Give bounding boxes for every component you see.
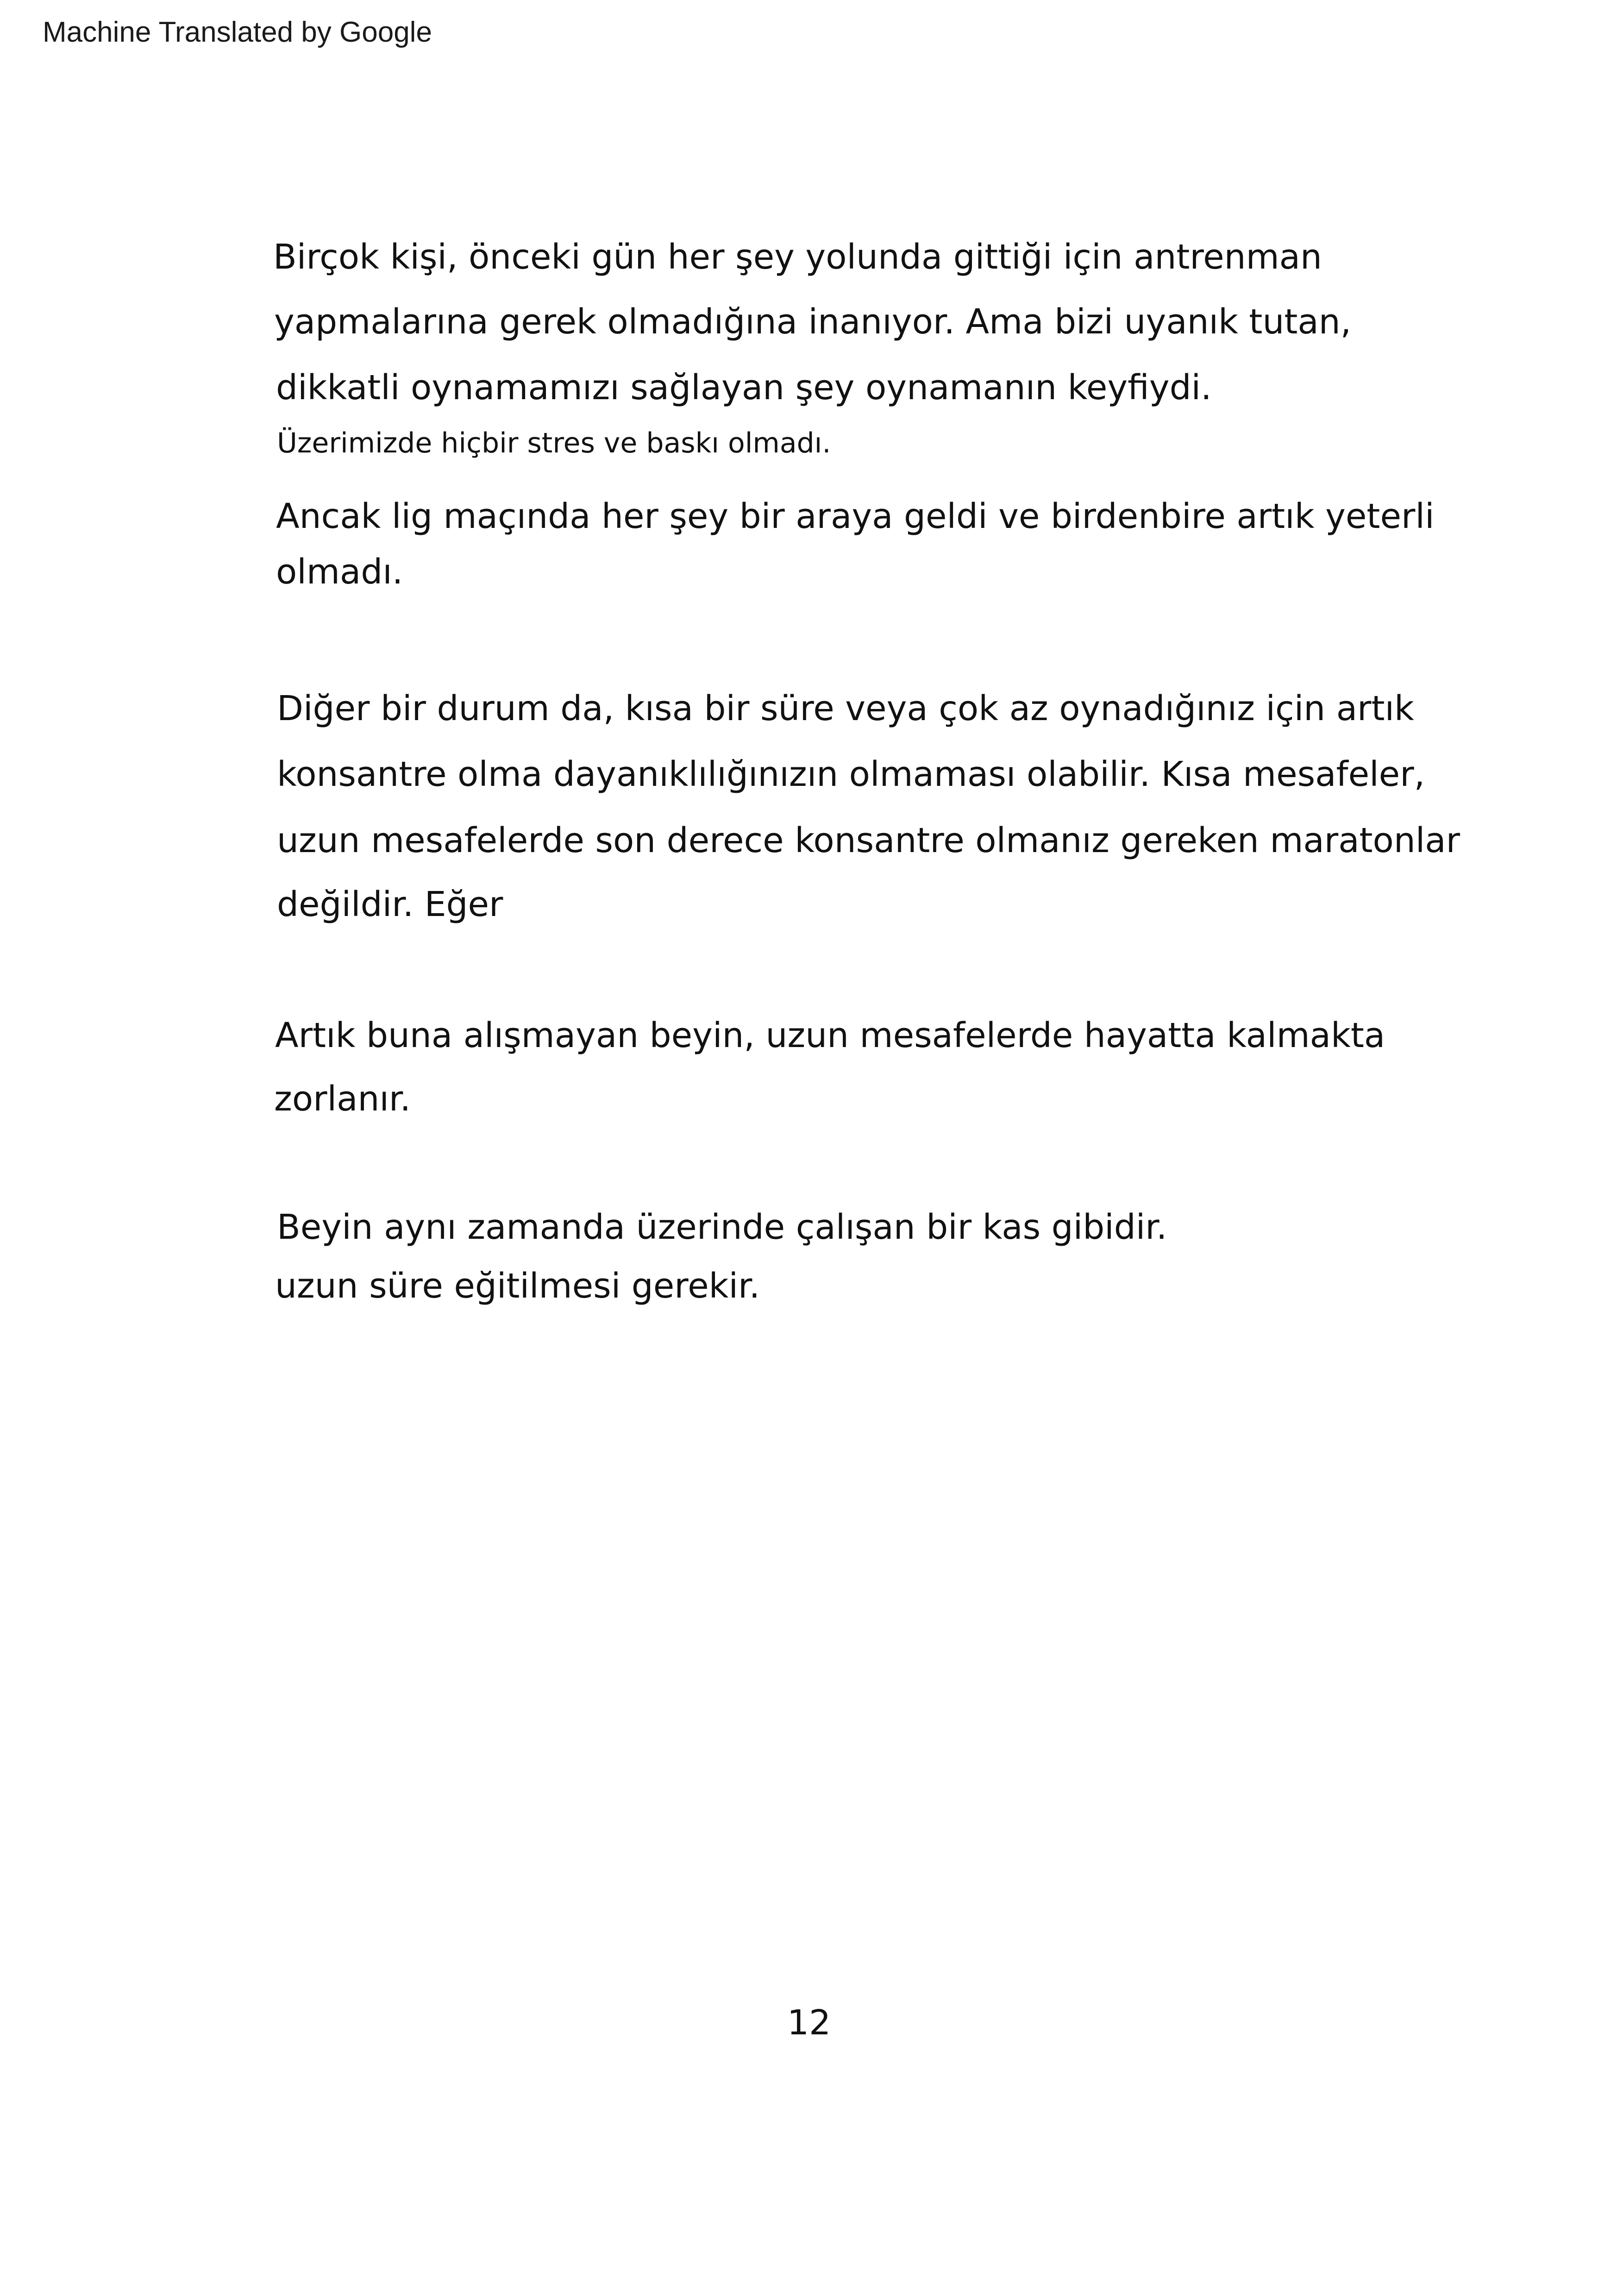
text-line: uzun süre eğitilmesi gerekir. <box>275 1266 760 1306</box>
page-number: 12 <box>787 2003 831 2043</box>
text-line: dikkatli oynamamızı sağlayan şey oynamanın keyfiydi. <box>276 368 1212 408</box>
text-line: Beyin aynı zamanda üzerinde çalışan bir kas gibidir. <box>277 1207 1167 1247</box>
text-line: Ancak lig maçında her şey bir araya geldi ve birdenbire artık yeterli <box>276 496 1435 536</box>
text-line: konsantre olma dayanıklılığınızın olmaması olabilir. Kısa mesafeler, <box>277 754 1425 794</box>
text-line: uzun mesafelerde son derece konsantre olmanız gereken maratonlar <box>277 821 1460 860</box>
text-line: Diğer bir durum da, kısa bir süre veya çok az oynadığınız için artık <box>277 689 1414 728</box>
text-line: Üzerimizde hiçbir stres ve baskı olmadı. <box>277 427 831 459</box>
machine-translation-banner: Machine Translated by Google <box>43 16 432 48</box>
text-line: Birçok kişi, önceki gün her şey yolunda gittiği için antrenman <box>273 237 1322 277</box>
text-line: yapmalarına gerek olmadığına inanıyor. Ama bizi uyanık tutan, <box>274 302 1352 342</box>
text-line: olmadı. <box>276 552 403 592</box>
text-line: değildir. Eğer <box>277 885 503 924</box>
text-line: Artık buna alışmayan beyin, uzun mesafelerde hayatta kalmakta <box>275 1016 1385 1055</box>
text-line: zorlanır. <box>274 1079 411 1119</box>
